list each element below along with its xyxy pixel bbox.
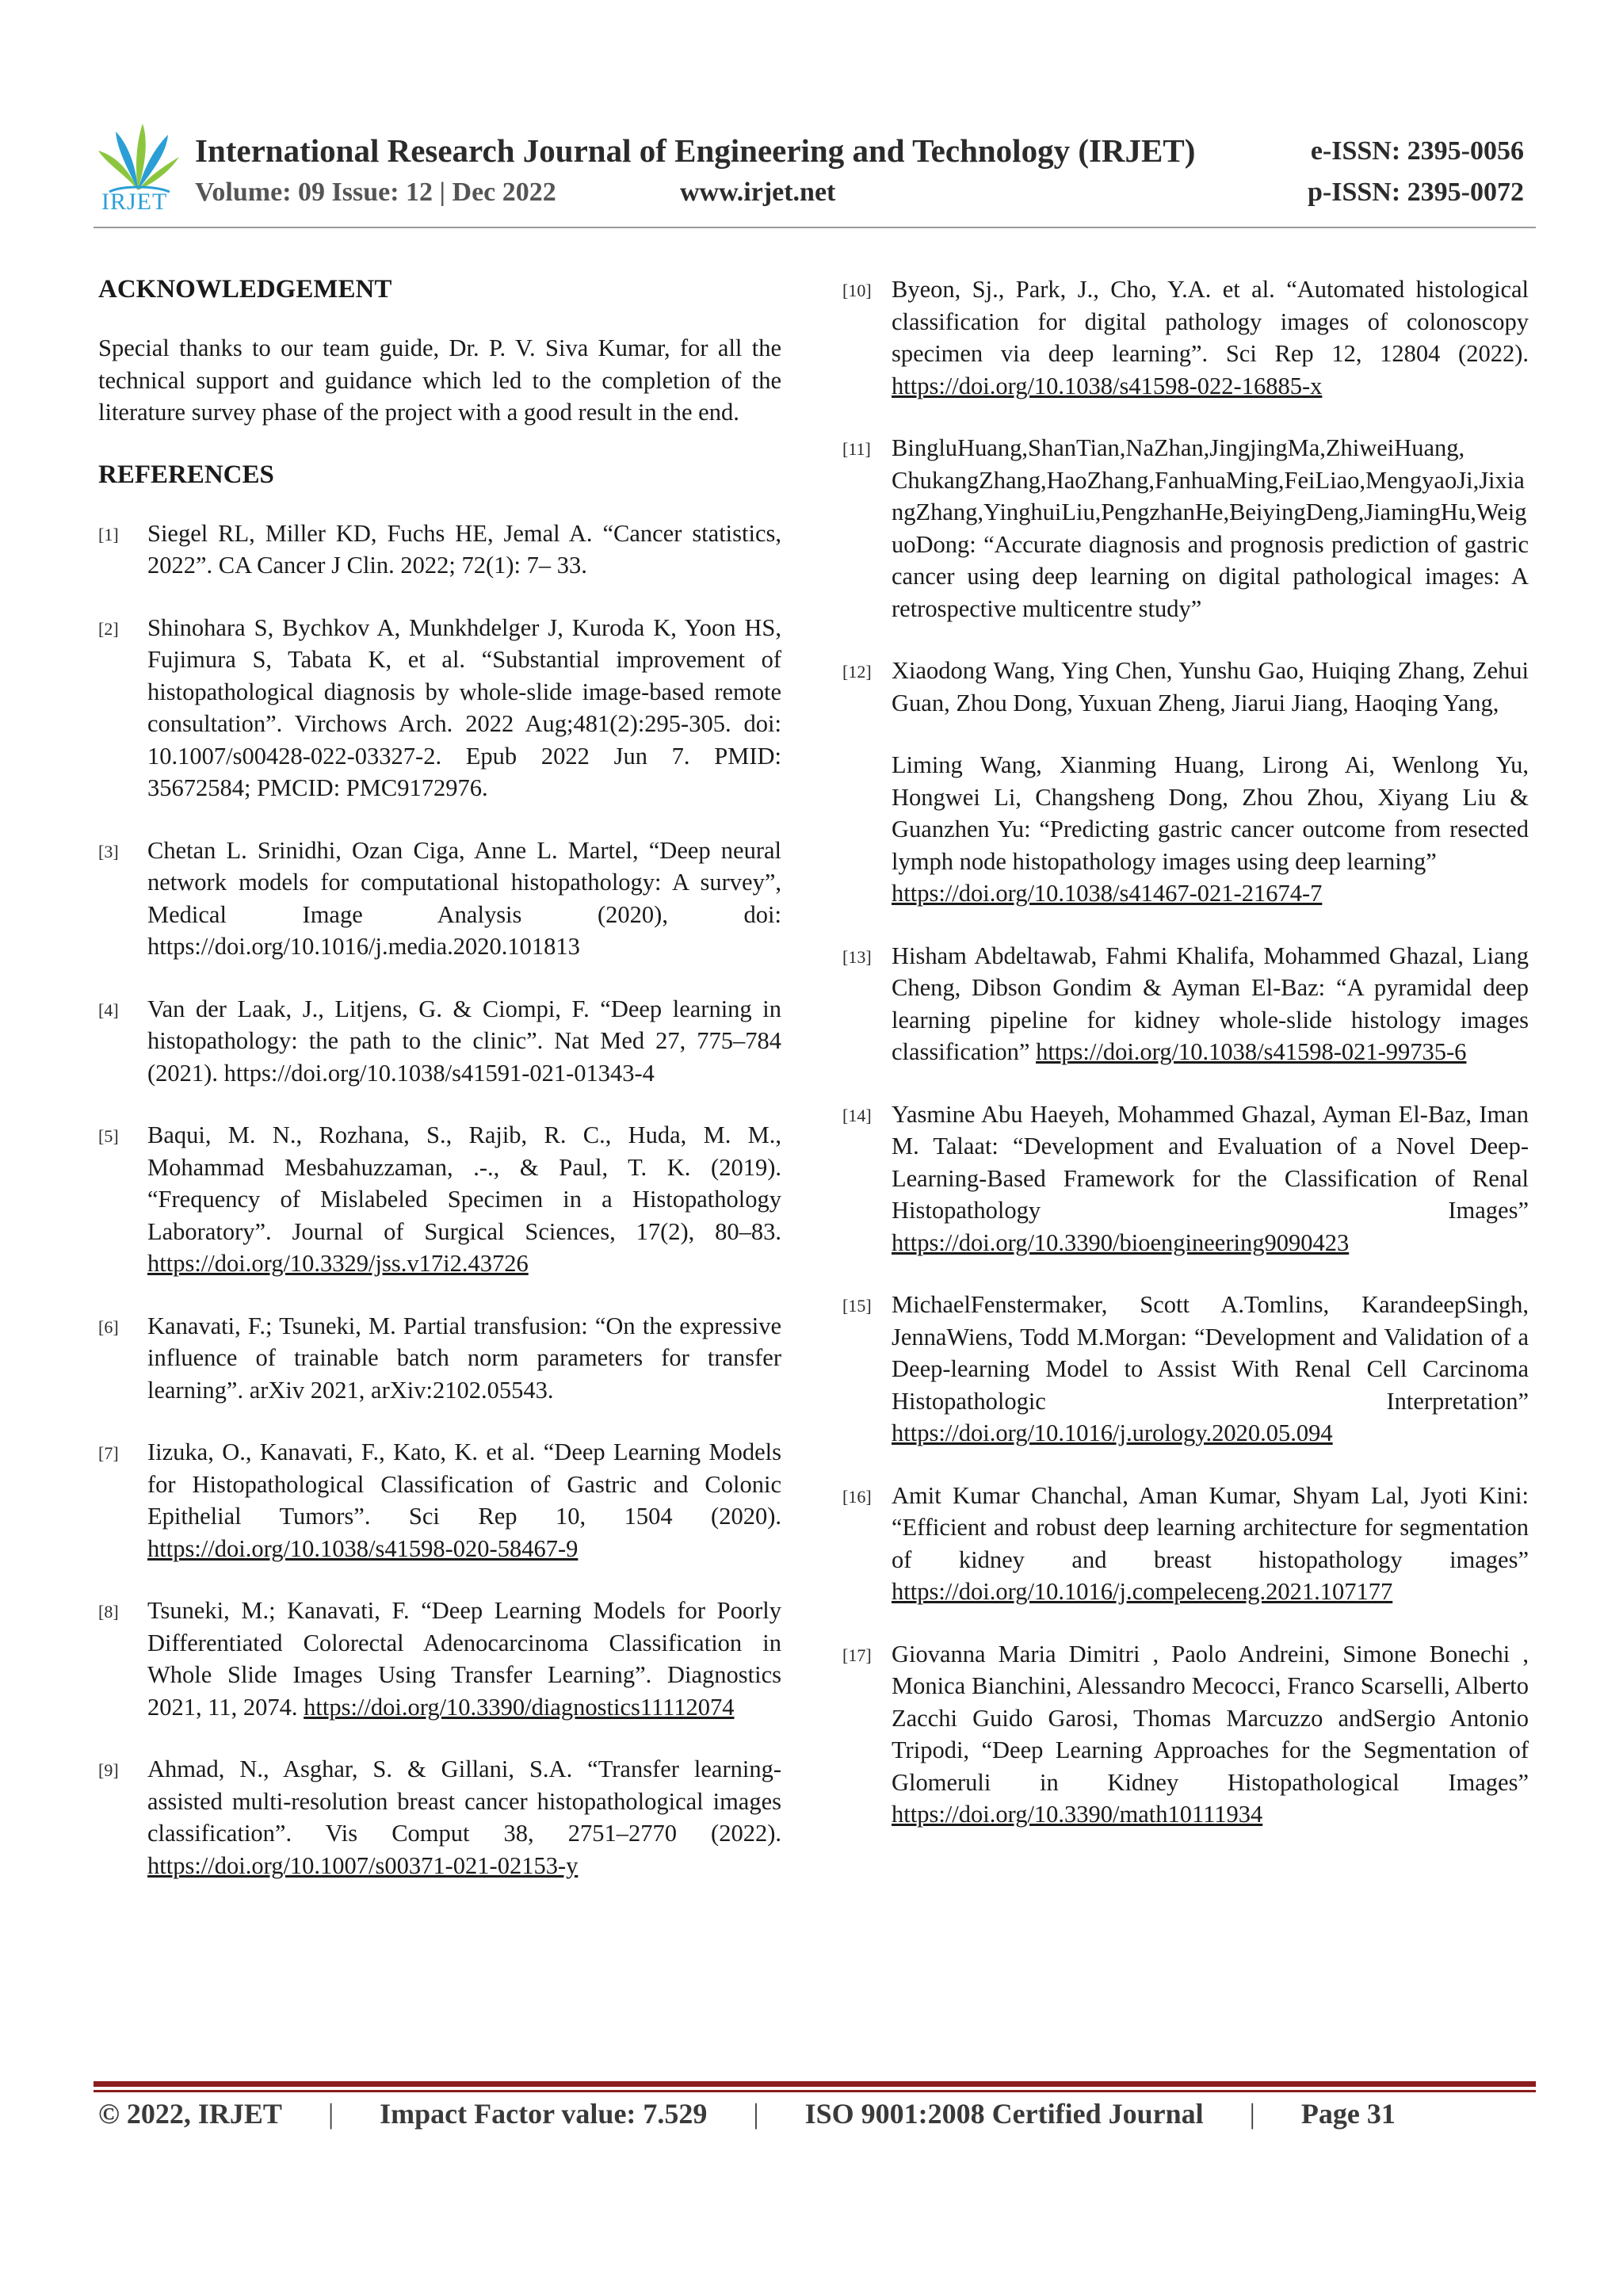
- reference-text: Chetan L. Srinidhi, Ozan Ciga, Anne L. Martel, “Deep neural network models for computational histopathology: A survey”, Medical Image Analysis (2020), doi: https://doi.org/10.1016/j.media.2020.101813: [147, 836, 781, 960]
- reference-body: [892, 1480, 1529, 1608]
- reference-text-continued: Liming Wang, Xianming Huang, Lirong Ai, Wenlong Yu, Hongwei Li, Changsheng Dong, Zhou Zhou, Xiyang Liu & Guanzhen Yu: “Predicting gastric cancer outcome from resected lymph node histopathology images using deep learning”: [892, 751, 1529, 875]
- reference-doi-link[interactable]: https://doi.org/10.1016/j.urology.2020.05.094: [892, 1419, 1333, 1446]
- reference-body: [147, 612, 781, 804]
- reference-body: [147, 993, 781, 1090]
- reference-item: [842, 1098, 1529, 1259]
- footer-rule-thick: [94, 2081, 1536, 2087]
- footer-impact-factor: Impact Factor value: 7.529: [380, 2098, 708, 2130]
- right-column: [842, 273, 1529, 1861]
- footer-iso: ISO 9001:2008 Certified Journal: [804, 2098, 1204, 2130]
- page-header: [94, 119, 1536, 230]
- reference-number: [8]: [98, 1602, 119, 1622]
- reference-number: [16]: [842, 1486, 872, 1507]
- reference-body: [892, 1098, 1529, 1259]
- footer-separator: |: [327, 2098, 334, 2130]
- reference-item: [842, 432, 1529, 625]
- reference-body: [147, 1119, 781, 1280]
- reference-doi-link[interactable]: https://doi.org/10.1038/s41598-022-16885-x: [892, 372, 1323, 399]
- volume-issue: Volume: 09 Issue: 12 | Dec 2022: [195, 178, 556, 207]
- reference-text: Iizuka, O., Kanavati, F., Kato, K. et al. “Deep Learning Models for Histopathological Classification of Gastric and Colonic Epithelial Tumors”. Sci Rep 10, 1504 (2020).: [147, 1438, 781, 1530]
- reference-doi-link[interactable]: https://doi.org/10.3390/math10111934: [892, 1801, 1263, 1828]
- reference-item: [98, 1595, 781, 1723]
- reference-doi-link[interactable]: https://doi.org/10.3390/diagnostics11112074: [304, 1693, 735, 1721]
- reference-number: [6]: [98, 1316, 119, 1337]
- references-list-right: [842, 273, 1529, 1831]
- reference-doi-link[interactable]: https://doi.org/10.3329/jss.v17i2.43726: [147, 1250, 529, 1277]
- reference-doi-link[interactable]: https://doi.org/10.1038/s41598-021-99735-6: [1036, 1038, 1467, 1065]
- reference-number: [17]: [842, 1645, 872, 1665]
- reference-body: [892, 1289, 1529, 1450]
- reference-number: [3]: [98, 841, 119, 861]
- reference-number: [5]: [98, 1126, 119, 1146]
- irjet-logo: [94, 119, 182, 214]
- journal-website[interactable]: www.irjet.net: [680, 178, 836, 207]
- reference-doi-link[interactable]: https://doi.org/10.1038/s41467-021-21674-7: [892, 880, 1323, 907]
- reference-text: Ahmad, N., Asghar, S. & Gillani, S.A. “Transfer learning-assisted multi-resolution breast cancer histopathological images classification”. Vis Comput 38, 2751–2770 (2022).: [147, 1755, 781, 1847]
- reference-body: [147, 1310, 781, 1407]
- reference-item: [842, 273, 1529, 402]
- reference-body: [892, 1638, 1529, 1831]
- reference-text: Giovanna Maria Dimitri , Paolo Andreini, Simone Bonechi , Monica Bianchini, Alessandro Mecocci, Franco Scarselli, Alberto Zacchi Guido Garosi, Thomas Marcuzzo andSergio Antonio Tripodi, “Deep Learning Approaches for the Segmentation of Glomeruli in Kidney Histopathological Images”: [892, 1640, 1529, 1796]
- reference-text: Xiaodong Wang, Ying Chen, Yunshu Gao, Huiqing Zhang, Zehui Guan, Zhou Dong, Yuxuan Zheng, Jiarui Jiang, Haoqing Yang,: [892, 657, 1529, 716]
- reference-doi-link[interactable]: https://doi.org/10.3390/bioengineering9090423: [892, 1228, 1350, 1256]
- reference-text: Shinohara S, Bychkov A, Munkhdelger J, Kuroda K, Yoon HS, Fujimura S, Tabata K, et al. “Substantial improvement of histopathological diagnosis by whole-slide image-based remote consultation”. Virchows Arch. 2022 Aug;481(2):295-305. doi: 10.1007/s00428-022-03327-2. Epub 2022 Jun 7. PMID: 35672584; PMCID: PMC9172976.: [147, 613, 781, 801]
- irjet-logo-icon: [94, 119, 182, 195]
- reference-doi-link[interactable]: https://doi.org/10.1007/s00371-021-02153-y: [147, 1851, 579, 1879]
- reference-text: Siegel RL, Miller KD, Fuchs HE, Jemal A. “Cancer statistics, 2022”. CA Cancer J Clin. 2022; 72(1): 7– 33.: [147, 519, 781, 579]
- reference-number: [13]: [842, 946, 872, 967]
- reference-text: BingluHuang,ShanTian,NaZhan,JingjingMa,ZhiweiHuang, ChukangZhang,HaoZhang,FanhuaMing,FeiLiao,MengyaoJi,JixiangZhang,YinghuiLiu,PengzhanHe,BeiyingDeng,JiamingHu,WeiguoDong: “Accurate diagnosis and prognosis prediction of gastric cancer using deep learning on digital pathological images: A retrospective multicentre study”: [892, 434, 1529, 622]
- acknowledgement-text: Special thanks to our team guide, Dr. P. V. Siva Kumar, for all the technical support and guidance which led to the completion of the literature survey phase of the project with a good result in the end.: [98, 334, 781, 426]
- footer-copyright: © 2022, IRJET: [98, 2098, 282, 2130]
- reference-text: Baqui, M. N., Rozhana, S., Rajib, R. C., Huda, M. M., Mohammad Mesbahuzzaman, .-., & Paul, T. K. (2019). “Frequency of Mislabeled Specimen in a Histopathology Laboratory”. Journal of Surgical Sciences, 17(2), 80–83.: [147, 1121, 781, 1245]
- reference-body: [147, 1436, 781, 1564]
- reference-text: Tsuneki, M.; Kanavati, F. “Deep Learning Models for Poorly Differentiated Colorectal Adenocarcinoma Classification in Whole Slide Images Using Transfer Learning”. Diagnostics 2021, 11, 2074.: [147, 1597, 781, 1721]
- reference-body: [147, 835, 781, 963]
- reference-item: [842, 940, 1529, 1068]
- footer-separator: |: [1249, 2098, 1255, 2130]
- page-footer: [98, 2097, 1541, 2130]
- reference-item: [98, 1310, 781, 1407]
- reference-number: [10]: [842, 281, 872, 300]
- reference-body: [147, 1595, 781, 1723]
- reference-item: [98, 1436, 781, 1564]
- reference-item: [842, 1480, 1529, 1608]
- reference-body: [892, 940, 1529, 1068]
- acknowledgement-heading: ACKNOWLEDGEMENT: [98, 275, 392, 304]
- reference-number: [7]: [98, 1443, 119, 1463]
- reference-doi-link[interactable]: https://doi.org/10.1038/s41598-020-58467-9: [147, 1534, 579, 1562]
- footer-rule-thin: [94, 2090, 1536, 2092]
- reference-body: [892, 273, 1529, 402]
- reference-body: [892, 432, 1529, 625]
- reference-item: [98, 1753, 781, 1881]
- reference-number: [14]: [842, 1105, 872, 1125]
- reference-text: MichaelFenstermaker, Scott A.Tomlins, KarandeepSingh, JennaWiens, Todd M.Morgan: “Development and Validation of a Deep-learning Model to Assist With Renal Cell Carcinoma Histopathologic Interpretation”: [892, 1291, 1529, 1415]
- reference-item: [98, 835, 781, 963]
- reference-text: Van der Laak, J., Litjens, G. & Ciompi, F. “Deep learning in histopathology: the path to the clinic”. Nat Med 27, 775–784 (2021). https://doi.org/10.1038/s41591-021-01343-4: [147, 995, 781, 1087]
- reference-number: [9]: [98, 1760, 119, 1780]
- header-divider: [94, 227, 1536, 228]
- journal-title: International Research Journal of Engineering and Technology (IRJET): [195, 132, 1196, 169]
- reference-doi-link[interactable]: https://doi.org/10.1016/j.compeleceng.2021.107177: [892, 1578, 1393, 1605]
- reference-item: [98, 993, 781, 1090]
- reference-number: [11]: [842, 439, 871, 459]
- reference-text: Yasmine Abu Haeyeh, Mohammed Ghazal, Ayman El-Baz, Iman M. Talaat: “Development and Evaluation of a Novel Deep-Learning-Based Framework for the Classification of Renal Histopathology Images”: [892, 1100, 1529, 1224]
- reference-body: [147, 1753, 781, 1881]
- reference-text: Hisham Abdeltawab, Fahmi Khalifa, Mohammed Ghazal, Liang Cheng, Dibson Gondim & Ayman El-Baz: “A pyramidal deep learning pipeline for kidney whole-slide histology images classification”: [892, 942, 1529, 1065]
- reference-number: [1]: [98, 524, 119, 544]
- e-issn: e-ISSN: 2395-0056: [1310, 136, 1524, 166]
- reference-item: [98, 518, 781, 582]
- reference-body: [892, 655, 1529, 910]
- reference-item: [842, 1289, 1529, 1450]
- references-list-left: [98, 518, 781, 1882]
- references-heading: REFERENCES: [98, 460, 274, 489]
- footer-page-number: Page 31: [1300, 2098, 1396, 2130]
- reference-item: [98, 612, 781, 804]
- reference-text: Amit Kumar Chanchal, Aman Kumar, Shyam Lal, Jyoti Kini: “Efficient and robust deep learning architecture for segmentation of kidney and breast histopathology images”: [892, 1481, 1529, 1573]
- reference-item: [842, 1638, 1529, 1831]
- logo-text: IRJET: [101, 189, 168, 215]
- p-issn: p-ISSN: 2395-0072: [1308, 178, 1524, 207]
- footer-separator: |: [753, 2098, 759, 2130]
- reference-number: [2]: [98, 618, 119, 639]
- reference-number: [12]: [842, 662, 872, 682]
- reference-text: Byeon, Sj., Park, J., Cho, Y.A. et al. “Automated histological classification for digital pathology images of colonoscopy specimen via deep learning”. Sci Rep 12, 12804 (2022).: [892, 276, 1529, 367]
- reference-number: [15]: [842, 1296, 872, 1316]
- reference-item: [98, 1119, 781, 1280]
- left-column: [98, 273, 781, 1912]
- reference-item: [842, 655, 1529, 910]
- reference-body: [147, 518, 781, 582]
- reference-text: Kanavati, F.; Tsuneki, M. Partial transfusion: “On the expressive influence of trainable batch norm parameters for transfer learning”. arXiv 2021, arXiv:2102.05543.: [147, 1312, 781, 1404]
- reference-number: [4]: [98, 999, 119, 1020]
